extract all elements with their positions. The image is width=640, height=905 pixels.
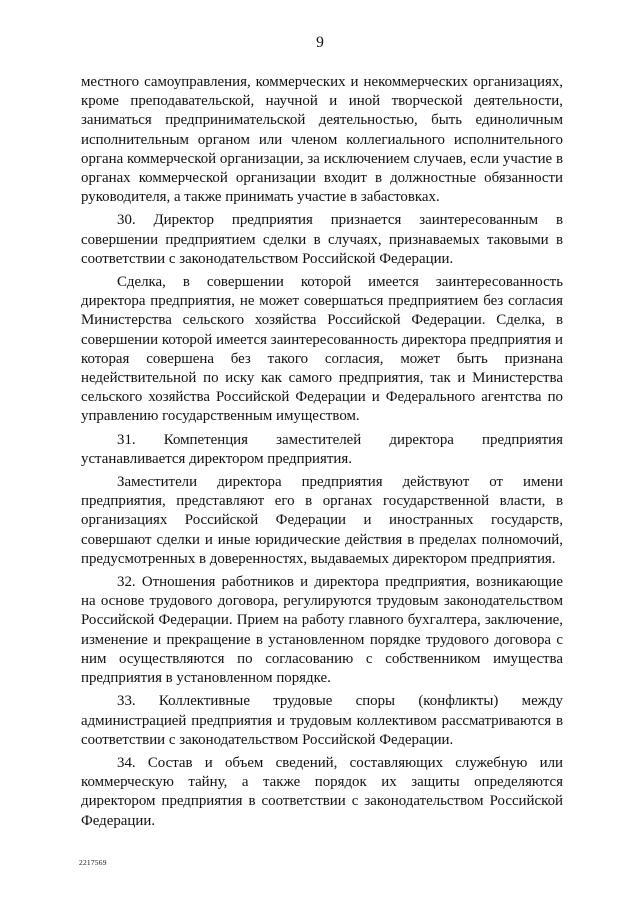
paragraph-item-32: 32. Отношения работников и директора предприятия, возникающие на основе трудового договора, регулируются трудовым законодательством Российской Федерации. Прием на работу главного бухгалтера, заключение, изменение и прекращение в установленном порядке трудового договора с ним осуществляются по согласованию с собственником имущества предприятия в установленном порядке. xyxy=(81,574,563,687)
paragraph-item-31-deputies: Заместители директора предприятия действуют от имени предприятия, представляют его в органах государственной власти, в организациях Российской Федерации и иностранных государств, совершают сделки и иные юридические действия в пределах полномочий, предусмотренных в доверенностях, выдаваемых директором предприятия. xyxy=(81,474,563,567)
page-number: 9 xyxy=(316,34,324,51)
paragraph-item-33: 33. Коллективные трудовые споры (конфликты) между администрацией предприятия и трудовым коллективом рассматриваются в соответствии с законодательством Российской Федерации. xyxy=(81,693,563,748)
paragraph-continuation: местного самоуправления, коммерческих и некоммерческих организациях, кроме преподавательской, научной и иной творческой деятельности, заниматься предпринимательской деятельностью, быть единоличным исполнительным органом или членом коллегиального исполнительного органа коммерческой организации, за исключением случаев, если участие в органах коммерческой организации входит в должностные обязанности руководителя, а также принимать участие в забастовках. xyxy=(81,74,563,206)
paragraph-item-30-transaction: Сделка, в совершении которой имеется заинтересованность директора предприятия, не может совершаться предприятием без согласия Министерства сельского хозяйства Российской Федерации. Сделка, в совершении которой имеется заинтересованность директора предприятия и которая совершена без такого согласия, может быть признана недействительной по иску как самого предприятия, так и Министерства сельского хозяйства Российской Федерации и Федерального агентства по управлению государственным имуществом. xyxy=(81,274,563,425)
document-code: 2217569 xyxy=(79,858,107,867)
paragraph-item-34: 34. Состав и объем сведений, составляющих служебную или коммерческую тайну, а также порядок их защиты определяются директором предприятия в соответствии с законодательством Российской Федерации. xyxy=(81,754,563,829)
paragraph-item-30: 30. Директор предприятия признается заинтересованным в совершении предприятием сделки в случаях, признаваемых таковыми в соответствии с законодательством Российской Федерации. xyxy=(81,212,563,267)
document-body xyxy=(81,73,563,835)
paragraph-item-31: 31. Компетенция заместителей директора предприятия устанавливается директором предприятия. xyxy=(81,431,563,467)
